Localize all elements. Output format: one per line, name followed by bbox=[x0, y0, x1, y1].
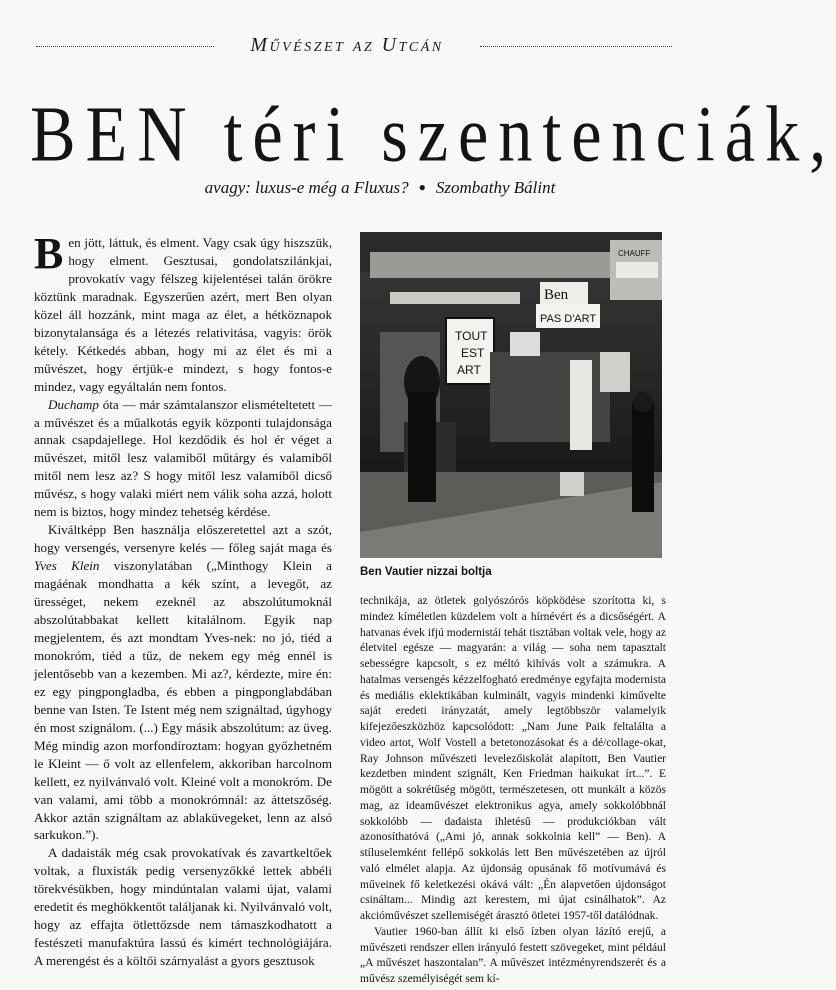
article-column-left bbox=[34, 229, 332, 970]
paragraph-3 bbox=[34, 521, 332, 844]
article-subtitle bbox=[100, 178, 660, 198]
author-name: Szombathy Bálint bbox=[435, 178, 556, 197]
subtitle-text: avagy: luxus-e még a Fluxus? bbox=[204, 178, 409, 197]
bullet-icon: ● bbox=[418, 180, 426, 194]
drop-cap: B bbox=[34, 229, 64, 278]
photo-caption: Ben Vautier nizzai boltja bbox=[360, 566, 492, 578]
shop-photo-illustration bbox=[360, 232, 662, 558]
paragraph-4-part-2: technikája, az ötletek golyószórós köpködése szorította ki, s mindez kíméletlen küzdelem volt a hírnévért és a dicsőségért. A hatvanas évek ifjú modernistái tehát tisztában voltak vele, hogy az életvitel egésze — magyarán: a világ — soha nem tapasztalt sebességre kapcsolt, s ez méltó kihívás volt a számukra. A hatalmas versengés kézzelfogható eredménye egyfajta modernista és mediális eklektikában kulminált, vagyis mindenki kiművelte saját eredeti irányzatát, amely legtöbbször valamelyik kifejezőeszközhöz kapcsolódott: „Nam June Paik feltalálta a video artot, Wolf Vostell a betetonozásokat és a dé/collage-okat, Ray Johnson művészeti levelezőiskolát alapított, Ben Vautier kezdetben mindent szignált, Ken Friedman haikukat írt...”. E mögött a sokrétűség mögött, természetesen, ott munkált a közös mag, az ideaművészet elektronikus agya, amely sokkolóbbnál sokkolóbb — dadaista ihletésű — produkciókban vált azonosíthatóvá („Ami jó, annak sokkolnia kell” — Ben). A stíluselemként fellépő sokkolás lett Ben művészetében az újról való elmélet alapja. Az újdonság opusának fő motívumává és műveinek fő keletkezési okává vált: „Én alapvetően újdonságot csináltam... Mindig azt kerestem, mi újat csinálhatok”. Az akcióművészet szellemiségét árasztó ötletei 1957-től datálódnak. bbox=[360, 595, 666, 922]
paragraph-1-text: en jött, láttuk, és elment. Vagy csak úgy hiszszük, hogy elment. Gesztusai, gondolatszilánkjai, provokatív vagy félszeg kijelentései talán örökre köztünk maradnak. Egyszerűen azért, mert Ben olyan közel áll hozzánk, mint maga az élet, a hétköznapok bizonytalansága és a létezés relativitása, vagyis: örök kétely. Kétkedés abban, hogy mi az élet és mi a művészet, hogy értjük-e mindezt, s hogy fontos-e mindez, vagy egyáltalán nem fontos. bbox=[34, 235, 332, 394]
article-column-right bbox=[360, 594, 666, 988]
paragraph-3-text-a: Kiváltképp Ben használja előszeretettel azt a szót, hogy versengés, versenyre kelés — főleg saját maga és bbox=[34, 522, 332, 556]
paragraph-2-text: óta — már számtalanszor elismételtetett — a művészet és a műalkotás egyik központi tulajdonsága annak csapdajellege. Hol kezdődik és hol ér véget a művészet, mitől lesz valamiből műtárgy és valamiből mitől nem lesz az? S hogy mitől lesz valamiből dicső művész, s hogy valaki miért nem válik soha azzá, holott nem is biztos, hogy mindez tehetség kérdése. bbox=[34, 396, 332, 520]
sign-chauff: CHAUFF bbox=[618, 249, 651, 258]
photo-ben-shop bbox=[360, 232, 662, 558]
section-divider-left bbox=[36, 46, 214, 47]
paragraph-2-em: Duchamp bbox=[48, 396, 99, 412]
paragraph-3-em: Yves Klein bbox=[34, 558, 100, 574]
section-divider-right bbox=[480, 46, 672, 47]
sign-ben: Ben bbox=[544, 287, 569, 303]
sign-pas-dart: PAS D'ART bbox=[540, 313, 597, 325]
paragraph-2 bbox=[34, 396, 332, 522]
paragraph-1 bbox=[34, 229, 332, 396]
article-title: BEN téri szentenciák, bbox=[30, 89, 836, 179]
paragraph-4-part-1: A dadaisták még csak provokatívak és zavartkeltőek voltak, a fluxisták pedig versenyzőkké lettek abbéli törekvésükben, hogy mindúntalan valami újat, valami eredetit és meghökkentőt találjanak ki. Nyilvánvaló volt, hogy az effajta ötlettőzsde nem támaszkodhatott a festészeti manufaktúra lassú és kimért technológiájára. A merengést és a költői szárnyalást a gyors gesztusok bbox=[34, 845, 332, 969]
paragraph-5: Vautier 1960-ban állít ki első ízben olyan lázító erejű, a művészeti rendszer ellen irányuló festett szövegeket, mint például „A művészet haszontalan”. A művészet intézményrendszerét és a művész személyiségét sem kí- bbox=[360, 925, 666, 985]
paragraph-3-text-b: viszonylatában („Minthogy Klein a magáénak mondhatta a kék színt, a levegőt, az ürességet, nekem ezeknél az abszolútumoknál abszolútabbakat kellett kitalálnom. Egyik nap megjelentem, és azt mondtam Yves-nek: no jó, tiéd a monokróm, tiéd a tűz, de nekem egy még ennél is jelentősebb van a kezemben. Mi az?, kérdezte, mire én: ez egy pingpongladba, és ebben a pingponglabdában benne van Isten. Te Istent még nem szignáltad, úgyhogy én most szignálom. (...) Egy másik abszolútum: az üveg. Még mindig azon morfondíroztam: hogyan győzhetném le Kleint — ő volt az ellenfelem, akkoriban harcolnom kellett, ez nyilvánvaló volt. Kleiné volt a monokróm. De van valami, ami több a monokrómnál: az áttetszőség. Akkor aztán szignáltam az ablaküvegeket, lenn az alsó sarkukon.”). bbox=[34, 558, 332, 843]
sign-est: EST bbox=[461, 346, 485, 360]
sign-art: ART bbox=[457, 363, 481, 377]
sign-tout: TOUT bbox=[455, 329, 488, 343]
section-heading: Művészet az Utcán bbox=[250, 34, 444, 56]
